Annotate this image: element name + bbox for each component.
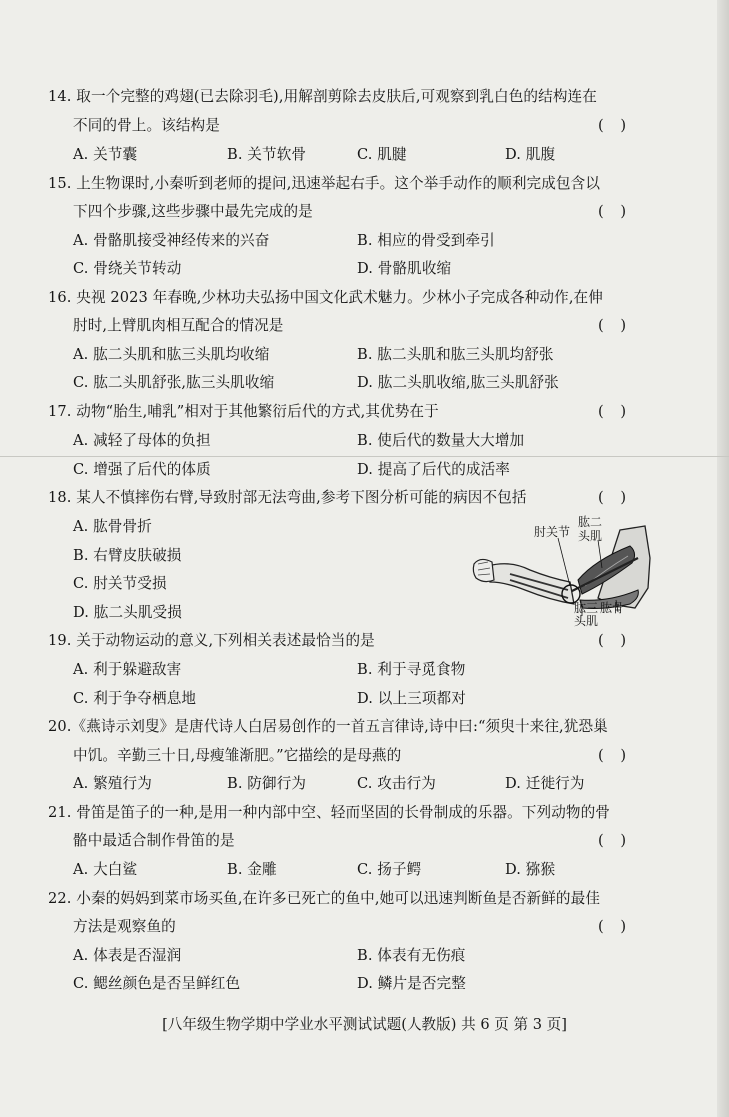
question-19-option-c: C. 利于争夺栖息地 [73, 690, 197, 707]
question-19-option-a: A. 利于躲避敌害 [73, 661, 182, 678]
question-16-option-d: D. 肱二头肌收缩,肱三头肌舒张 [357, 374, 559, 391]
question-22-line-1: 22. 小秦的妈妈到菜市场买鱼,在许多已死亡的鱼中,她可以迅速判断鱼是否新鲜的最佳 [48, 890, 601, 907]
question-17-option-d: D. 提高了后代的成活率 [357, 461, 511, 478]
question-18-option-b: B. 右臂皮肤破损 [73, 547, 182, 564]
question-21-option-c: C. 扬子鳄 [357, 861, 422, 878]
label-biceps-line-1: 肱二 [578, 515, 603, 529]
question-19-line-1: 19. 关于动物运动的意义,下列相关表述最恰当的是 [48, 632, 375, 649]
question-21-option-a: A. 大白鲨 [73, 861, 138, 878]
question-18-option-a: A. 肱骨骨折 [73, 518, 152, 535]
question-22-answer-bracket: ( ) [598, 918, 633, 935]
question-16-option-a: A. 肱二头肌和肱三头肌均收缩 [73, 346, 270, 363]
question-14-line-1: 14. 取一个完整的鸡翅(已去除羽毛),用解剖剪除去皮肤后,可观察到乳白色的结构连在 [48, 88, 597, 105]
question-19-option-b: B. 利于寻觅食物 [357, 661, 466, 678]
arm-muscle-diagram [470, 508, 675, 628]
question-18-option-d: D. 肱二头肌受损 [73, 604, 182, 621]
question-16-line-2: 肘时,上臂肌肉相互配合的情况是 [73, 317, 284, 334]
question-20-option-b: B. 防御行为 [227, 775, 307, 792]
question-20-line-1: 20.《燕诗示刘叟》是唐代诗人白居易创作的一首五言律诗,诗中曰:“须臾十来往,犹恐巢 [48, 718, 608, 735]
question-17-answer-bracket: ( ) [598, 403, 633, 420]
question-16-line-1: 16. 央视 2023 年春晚,少林功夫弘扬中国文化武术魅力。少林小子完成各种动作,在伸 [48, 289, 603, 306]
question-14-answer-bracket: ( ) [598, 117, 633, 134]
question-15-line-1: 15. 上生物课时,小秦听到老师的提问,迅速举起右手。这个举手动作的顺利完成包含以 [48, 175, 601, 192]
page-footer: [八年级生物学期中学业水平测试试题(人教版) 共 6 页 第 3 页] [162, 1016, 567, 1033]
question-22-option-d: D. 鳞片是否完整 [357, 975, 466, 992]
question-15-answer-bracket: ( ) [598, 203, 633, 220]
question-16-option-c: C. 肱二头肌舒张,肱三头肌收缩 [73, 374, 275, 391]
question-22-option-a: A. 体表是否湿润 [73, 947, 182, 964]
arm-illustration [470, 508, 675, 628]
question-19-option-d: D. 以上三项都对 [357, 690, 466, 707]
question-14-line-2: 不同的骨上。该结构是 [73, 117, 220, 134]
question-14-option-c: C. 肌腱 [357, 146, 407, 163]
question-18-option-c: C. 肘关节受损 [73, 575, 167, 592]
question-21-line-1: 21. 骨笛是笛子的一种,是用一种内部中空、轻而坚固的长骨制成的乐器。下列动物的骨 [48, 804, 610, 821]
question-22-option-c: C. 鳃丝颜色是否呈鲜红色 [73, 975, 241, 992]
label-biceps-line-2: 头肌 [578, 529, 603, 543]
question-21-line-2: 骼中最适合制作骨笛的是 [73, 832, 235, 849]
question-21-option-d: D. 猕猴 [505, 861, 556, 878]
question-17-line-1: 17. 动物“胎生,哺乳”相对于其他繁衍后代的方式,其优势在于 [48, 403, 439, 420]
paper-fold-line [0, 456, 729, 457]
question-20-option-c: C. 攻击行为 [357, 775, 436, 792]
question-22-line-2: 方法是观察鱼的 [73, 918, 176, 935]
label-humerus: 肱骨 [600, 601, 625, 615]
question-16-answer-bracket: ( ) [598, 317, 633, 334]
question-21-answer-bracket: ( ) [598, 832, 633, 849]
question-15-option-c: C. 骨绕关节转动 [73, 260, 182, 277]
question-22-option-b: B. 体表有无伤痕 [357, 947, 466, 964]
question-14-option-b: B. 关节软骨 [227, 146, 307, 163]
label-triceps-line-2: 头肌 [574, 614, 599, 628]
question-17-option-c: C. 增强了后代的体质 [73, 461, 211, 478]
question-21-option-b: B. 金雕 [227, 861, 277, 878]
question-14-option-a: A. 关节囊 [73, 146, 138, 163]
question-18-answer-bracket: ( ) [598, 489, 633, 506]
question-20-line-2: 中饥。辛勤三十日,母瘦雏渐肥。”它描绘的是母燕的 [73, 747, 402, 764]
question-20-answer-bracket: ( ) [598, 747, 633, 764]
label-triceps-line-1: 肱三 [574, 601, 599, 615]
question-16-option-b: B. 肱二头肌和肱三头肌均舒张 [357, 346, 554, 363]
label-elbow-joint: 肘关节 [534, 525, 571, 539]
question-17-option-a: A. 减轻了母体的负担 [73, 432, 211, 449]
question-15-line-2: 下四个步骤,这些步骤中最先完成的是 [73, 203, 313, 220]
question-15-option-a: A. 骨骼肌接受神经传来的兴奋 [73, 232, 270, 249]
question-20-option-a: A. 繁殖行为 [73, 775, 152, 792]
question-14-option-d: D. 肌腹 [505, 146, 556, 163]
question-15-option-b: B. 相应的骨受到牵引 [357, 232, 495, 249]
question-19-answer-bracket: ( ) [598, 632, 633, 649]
question-18-line-1: 18. 某人不慎摔伤右臂,导致肘部无法弯曲,参考下图分析可能的病因不包括 [48, 489, 527, 506]
question-20-option-d: D. 迁徙行为 [505, 775, 585, 792]
page-edge-shadow [717, 0, 729, 1117]
question-17-option-b: B. 使后代的数量大大增加 [357, 432, 525, 449]
question-15-option-d: D. 骨骼肌收缩 [357, 260, 452, 277]
